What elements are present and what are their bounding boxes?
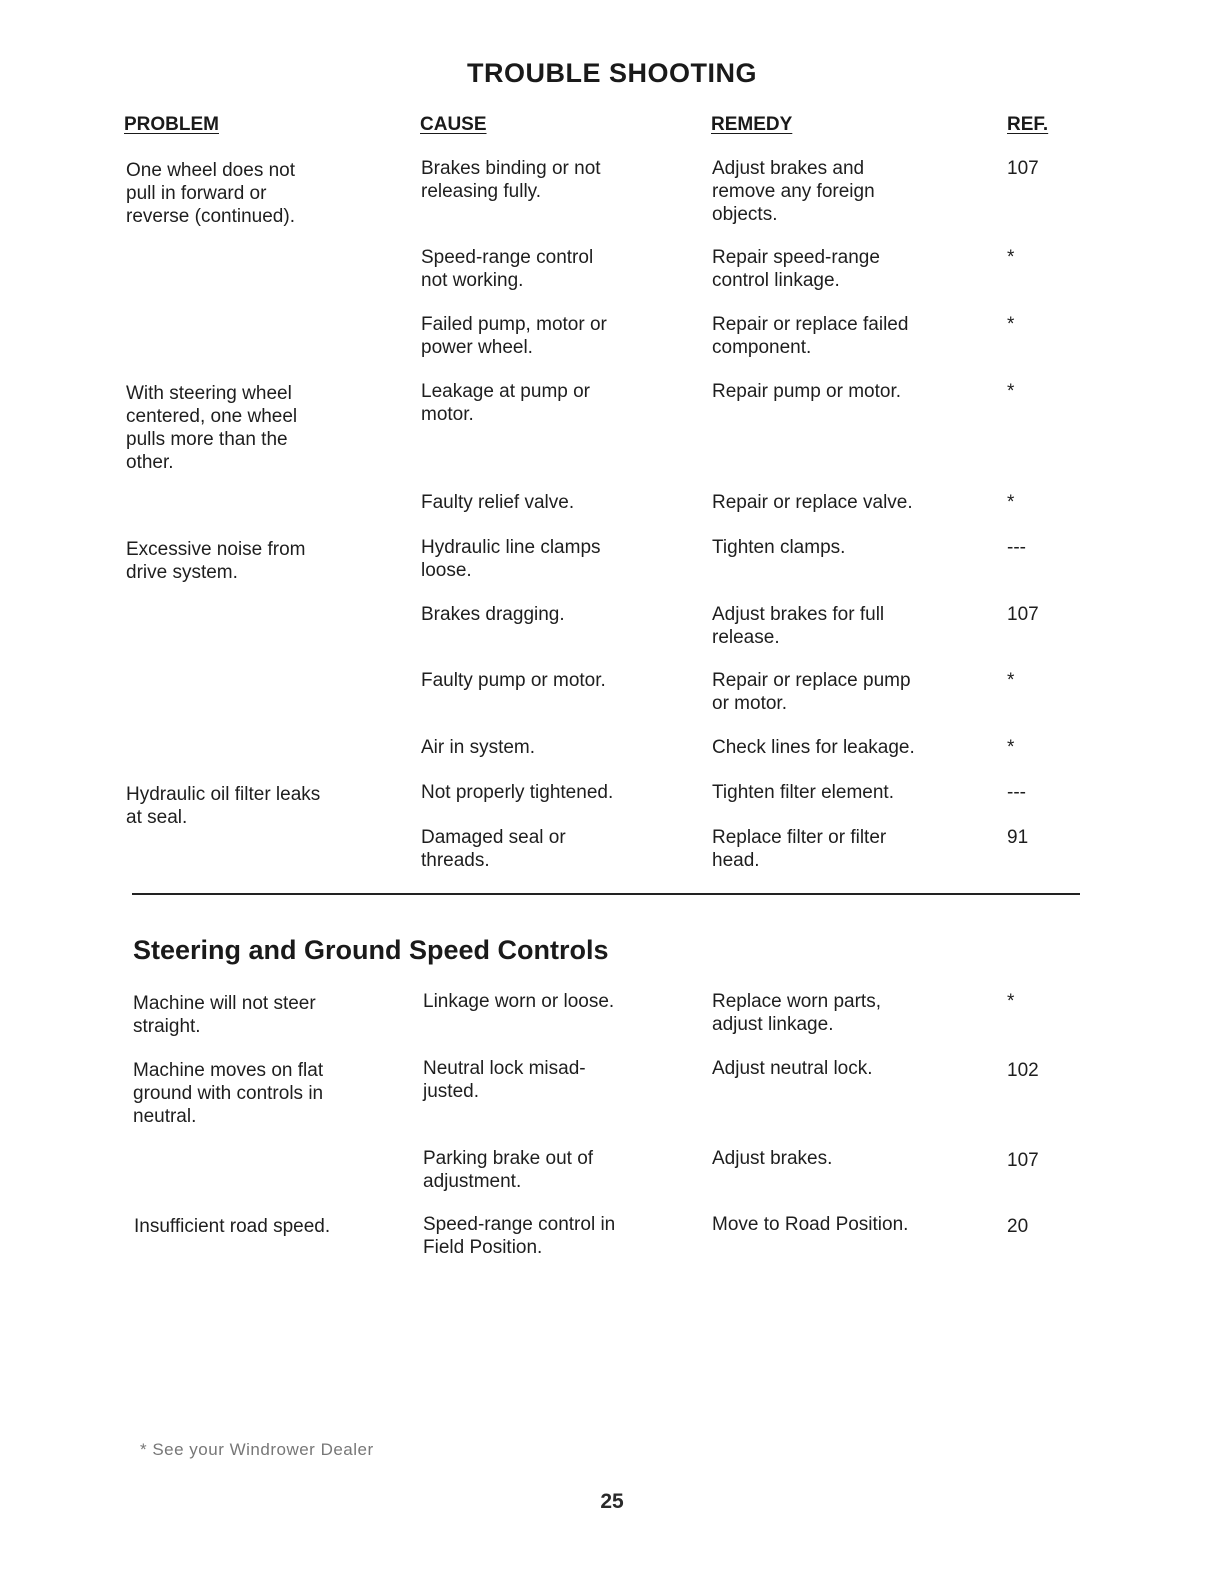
page-number: 25 <box>600 1490 624 1513</box>
header-cause: CAUSE <box>420 114 487 135</box>
ref-cell: 102 <box>1007 1060 1039 1081</box>
remedy-cell: Replace worn parts, adjust linkage. <box>712 991 881 1035</box>
header-problem: PROBLEM <box>124 114 219 135</box>
page-title: TROUBLE SHOOTING <box>467 58 757 88</box>
header-remedy: REMEDY <box>711 114 793 135</box>
cause-cell: Linkage worn or loose. <box>423 991 615 1012</box>
cause-cell: Speed-range control in Field Position. <box>423 1214 616 1258</box>
remedy-cell: Adjust brakes for full release. <box>712 604 885 648</box>
remedy-cell: Repair or replace failed component. <box>712 314 909 358</box>
problem-cell: Hydraulic oil filter leaks at seal. <box>126 784 321 828</box>
cause-cell: Damaged seal or threads. <box>421 827 566 871</box>
remedy-cell: Tighten clamps. <box>712 537 846 558</box>
cause-cell: Failed pump, motor or power wheel. <box>421 314 607 358</box>
ref-cell: * <box>1007 247 1015 268</box>
section-divider <box>132 893 1080 895</box>
ref-cell: 91 <box>1007 827 1029 848</box>
cause-cell: Speed-range control not working. <box>421 247 594 291</box>
problem-cell: With steering wheel centered, one wheel pulls more than the other. <box>126 383 298 473</box>
problem-cell: One wheel does not pull in forward or reverse (continued). <box>126 160 296 227</box>
remedy-cell: Repair speed-range control linkage. <box>712 247 880 291</box>
problem-cell: Insufficient road speed. <box>134 1216 331 1237</box>
ref-cell: * <box>1007 737 1015 758</box>
ref-cell: 20 <box>1007 1216 1029 1237</box>
ref-cell: 107 <box>1007 158 1039 179</box>
ref-cell: --- <box>1007 537 1026 558</box>
ref-cell: * <box>1007 991 1015 1012</box>
cause-cell: Air in system. <box>421 737 536 758</box>
cause-cell: Faulty relief valve. <box>421 492 575 513</box>
remedy-cell: Replace filter or filter head. <box>712 827 887 871</box>
ref-cell: * <box>1007 492 1015 513</box>
ref-cell: --- <box>1007 782 1026 803</box>
ref-cell: 107 <box>1007 1150 1039 1171</box>
cause-cell: Brakes binding or not releasing fully. <box>421 158 601 202</box>
remedy-cell: Repair or replace valve. <box>712 492 913 513</box>
cause-cell: Hydraulic line clamps loose. <box>421 537 601 581</box>
ref-cell: * <box>1007 314 1015 335</box>
problem-cell: Machine will not steer straight. <box>133 993 316 1037</box>
remedy-cell: Repair or replace pump or motor. <box>712 670 911 714</box>
remedy-cell: Adjust brakes. <box>712 1148 833 1169</box>
remedy-cell: Adjust brakes and remove any foreign objects. <box>712 158 875 225</box>
cause-cell: Parking brake out of adjustment. <box>423 1148 594 1192</box>
ref-cell: * <box>1007 381 1015 402</box>
cause-cell: Faulty pump or motor. <box>421 670 606 691</box>
footnote: * See your Windrower Dealer <box>140 1440 374 1459</box>
cause-cell: Neutral lock misad- justed. <box>423 1058 586 1102</box>
cause-cell: Brakes dragging. <box>421 604 565 625</box>
cause-cell: Not properly tightened. <box>421 782 614 803</box>
ref-cell: * <box>1007 670 1015 691</box>
problem-cell: Excessive noise from drive system. <box>126 539 306 583</box>
remedy-cell: Move to Road Position. <box>712 1214 909 1235</box>
remedy-cell: Check lines for leakage. <box>712 737 915 758</box>
remedy-cell: Tighten filter element. <box>712 782 894 803</box>
header-ref: REF. <box>1007 114 1049 135</box>
cause-cell: Leakage at pump or motor. <box>421 381 591 425</box>
remedy-cell: Adjust neutral lock. <box>712 1058 873 1079</box>
problem-cell: Machine moves on flat ground with controls in neutral. <box>133 1060 324 1127</box>
ref-cell: 107 <box>1007 604 1039 625</box>
remedy-cell: Repair pump or motor. <box>712 381 902 402</box>
section-title: Steering and Ground Speed Controls <box>133 935 609 965</box>
